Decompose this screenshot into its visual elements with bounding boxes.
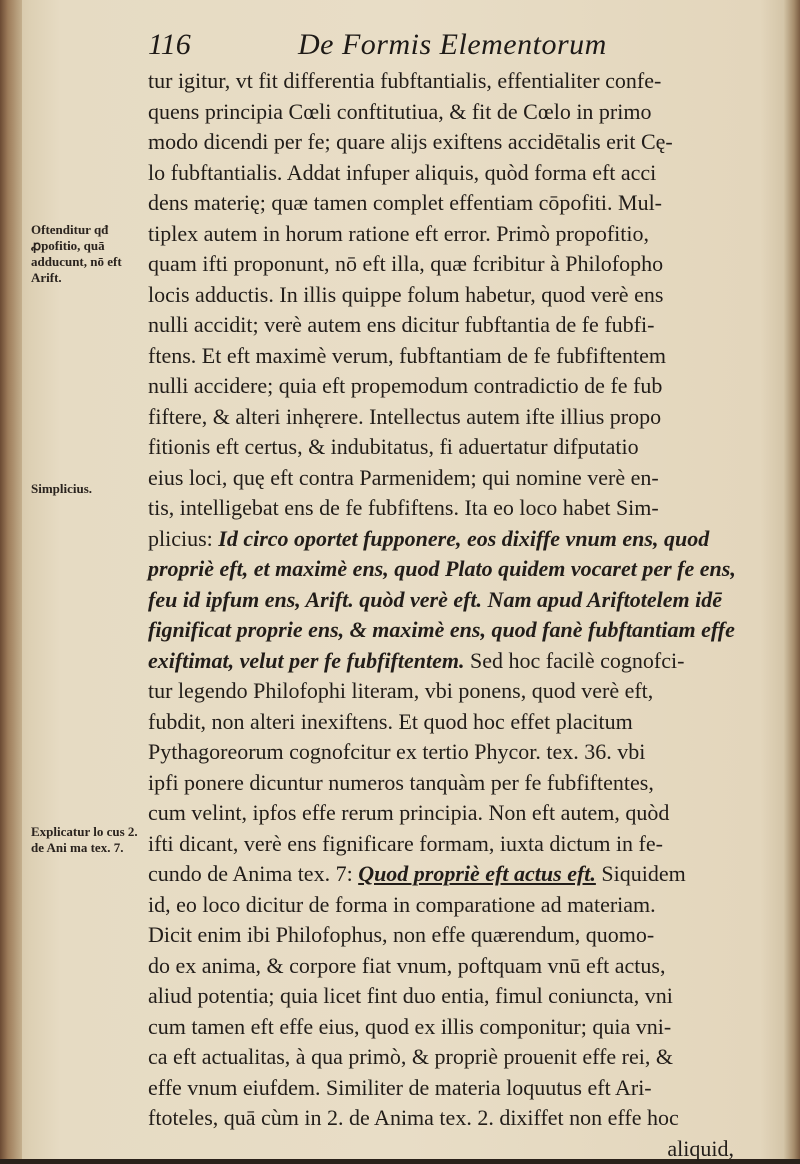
text-line: nulli accidere; quia eft propemodum contradictio de fe fub: [148, 371, 768, 402]
text-line: nulli accidit; verè autem ens dicitur fubftantia de fe fubfi-: [148, 310, 768, 341]
text-line: quens principia Cœli conftitutiua, & fit de Cœlo in primo: [148, 97, 768, 128]
left-page-edge: [0, 0, 22, 1159]
quotation-text: exiftimat, velut per fe fubfiftentem.: [148, 648, 465, 673]
quotation-text: Id circo oportet fupponere, eos dixiffe vnum ens, quod: [218, 526, 709, 551]
text-line: ca eft actualitas, à qua primò, & propriè prouenit effe rei, &: [148, 1042, 768, 1073]
text-line: aliud potentia; quia licet fint duo entia, fimul coniuncta, vni: [148, 981, 768, 1012]
text-run: Sed hoc facilè cognofci-: [465, 648, 685, 673]
text-run: cundo de Anima tex. 7:: [148, 861, 358, 886]
text-line: tiplex autem in horum ratione eft error. Primò propofitio,: [148, 219, 768, 250]
text-line: eius loci, quę eft contra Parmenidem; qui nomine verè en-: [148, 463, 768, 494]
catchword: aliquid,: [148, 1134, 768, 1164]
text-line: effe vnum eiufdem. Similiter de materia loquutus eft Ari-: [148, 1073, 768, 1104]
text-line-quote-start: [148, 524, 768, 555]
text-line: Dicit enim ibi Philofophus, non effe quærendum, quomo-: [148, 920, 768, 951]
running-head: [148, 24, 768, 64]
text-line: ftoteles, quā cùm in 2. de Anima tex. 2. dixiffet non effe hoc: [148, 1103, 768, 1134]
text-line-quote-end: [148, 646, 768, 677]
quotation-text: Quod propriè eft actus eft.: [358, 861, 596, 886]
text-line: ifti dicant, verè ens fignificare formam, iuxta dictum in fe-: [148, 829, 768, 860]
text-line: cum tamen eft effe eius, quod ex illis componitur; quia vni-: [148, 1012, 768, 1043]
body-text: [148, 66, 768, 1164]
text-line: fiftere, & alteri inhęrere. Intellectus autem ifte illius propo: [148, 402, 768, 433]
text-line: modo dicendi per fe; quare alijs exiftens accidētalis erit Cę-: [148, 127, 768, 158]
quotation-line: propriè eft, et maximè ens, quod Plato quidem vocaret per fe ens,: [148, 554, 768, 585]
text-line: locis adductis. In illis quippe folum habetur, quod verè ens: [148, 280, 768, 311]
quotation-line: fignificat proprie ens, & maximè ens, quod fanè fubftantiam effe: [148, 615, 768, 646]
text-line: lo fubftantialis. Addat infuper aliquis, quòd forma eft acci: [148, 158, 768, 189]
text-line: tis, intelligebat ens de fe fubfiftens. Ita eo loco habet Sim-: [148, 493, 768, 524]
margin-note-explicatur: Explicatur lo cus 2. de Ani ma tex. 7.: [31, 824, 141, 856]
text-line: id, eo loco dicitur de forma in comparatione ad materiam.: [148, 890, 768, 921]
right-page-edge: [784, 0, 800, 1159]
text-line: Pythagoreorum cognofcitur ex tertio Phycor. tex. 36. vbi: [148, 737, 768, 768]
page-title: De Formis Elementorum: [298, 28, 607, 62]
text-line: ftens. Et eft maximè verum, fubftantiam de fe fubfiftentem: [148, 341, 768, 372]
text-line: dens materię; quæ tamen complet effentiam cōpofiti. Mul-: [148, 188, 768, 219]
text-line: do ex anima, & corpore fiat vnum, poftquam vnū eft actus,: [148, 951, 768, 982]
margin-note-simplicius: Simplicius.: [31, 481, 141, 497]
text-line: fitionis eft certus, & indubitatus, fi aduertatur difputatio: [148, 432, 768, 463]
text-line: tur legendo Philofophi literam, vbi ponens, quod verè eft,: [148, 676, 768, 707]
text-line-with-quote: [148, 859, 768, 890]
text-run: plicius:: [148, 526, 218, 551]
margin-note-ostenditur: Oftenditur qđ ꝓpofitio, quā adducunt, nō eft Arift.: [31, 222, 141, 286]
text-run: Siquidem: [596, 861, 686, 886]
text-line: cum velint, ipfos effe rerum principia. Non eft autem, quòd: [148, 798, 768, 829]
text-line: quam ifti proponunt, nō eft illa, quæ fcribitur à Philofopho: [148, 249, 768, 280]
page-number: 116: [148, 28, 191, 62]
text-line: tur igitur, vt fit differentia fubftantialis, effentialiter confe-: [148, 66, 768, 97]
quotation-line: feu id ipfum ens, Arift. quòd verè eft. Nam apud Ariftotelem idē: [148, 585, 768, 616]
text-line: ipfi ponere dicuntur numeros tanquàm per fe fubfiftentes,: [148, 768, 768, 799]
text-line: fubdit, non alteri inexiftens. Et quod hoc effet placitum: [148, 707, 768, 738]
